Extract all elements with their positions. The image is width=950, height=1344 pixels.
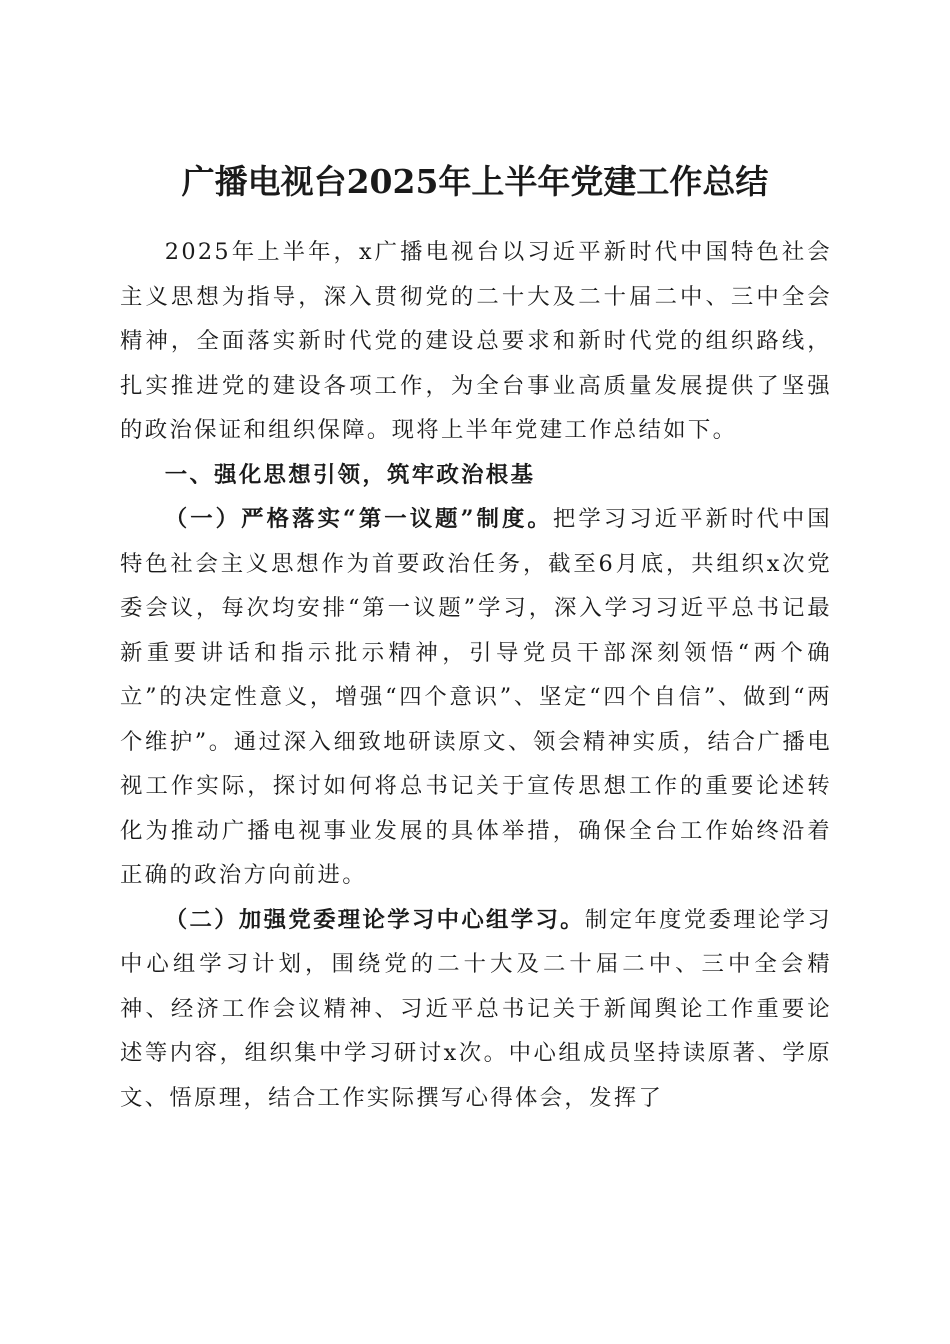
item-lead-2: （二）加强党委理论学习中心组学习。 <box>164 906 585 933</box>
document-title: 广播电视台2025年上半年党建工作总结 <box>181 162 769 202</box>
section-heading-1: 一、强化思想引领，筑牢政治根基 <box>164 461 536 488</box>
document-body <box>120 230 832 1120</box>
item-paragraph-1 <box>120 497 832 898</box>
item-text-1: 把学习习近平新时代中国特色社会主义思想作为首要政治任务，截至6月底，共组织x次党委会议，每次均安排“第一议题”学习，深入学习习近平总书记最新重要讲话和指示批示精神，引导党员干部深刻领悟“两个确立”的决定性意义，增强“四个意识”、坚定“四个自信”、做到“两个维护”。通过深入细致地研读原文、领会精神实质，结合广播电视工作实际，探讨如何将总书记关于宣传思想工作的重要论述转化为推动广播电视事业发展的具体举措，确保全台工作始终沿着正确的政治方向前进。 <box>120 506 832 888</box>
item-lead-1: （一）严格落实“第一议题”制度。 <box>164 506 553 532</box>
item-text-2: 制定年度党委理论学习中心组学习计划，围绕党的二十大及二十届二中、三中全会精神、经济工作会议精神、习近平总书记关于新闻舆论工作重要论述等内容，组织集中学习研讨x次。中心组成员坚持读原著、学原文、悟原理，结合工作实际撰写心得体会，发挥了 <box>120 906 833 1111</box>
item-paragraph-2 <box>120 898 832 1121</box>
intro-paragraph: 2025年上半年，x广播电视台以习近平新时代中国特色社会主义思想为指导，深入贯彻党的二十大及二十届二中、三中全会精神，全面落实新时代党的建设总要求和新时代党的组织路线，扎实推进党的建设各项工作，为全台事业高质量发展提供了坚强的政治保证和组织保障。现将上半年党建工作总结如下。 <box>120 239 832 443</box>
